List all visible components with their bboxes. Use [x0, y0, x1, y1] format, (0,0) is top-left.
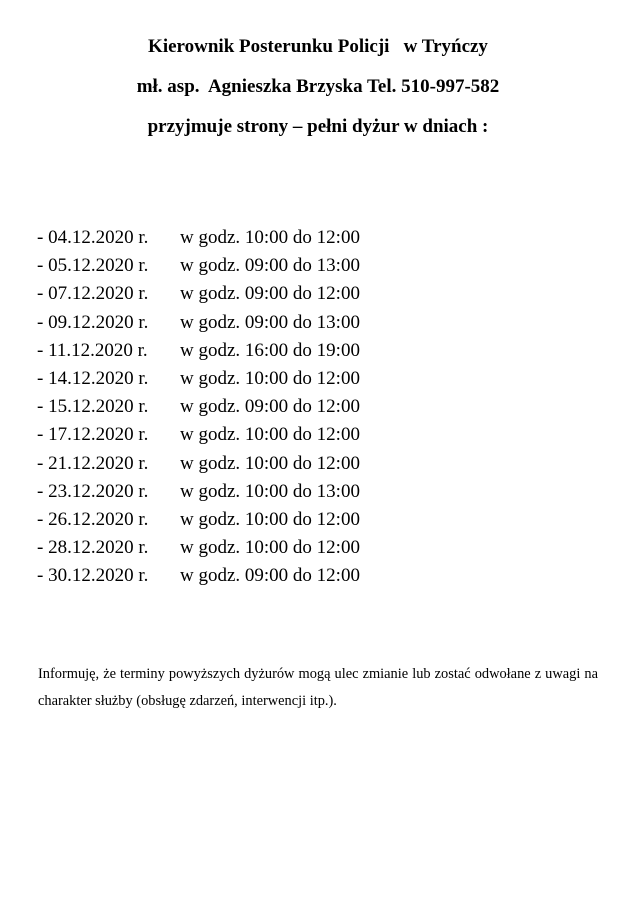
schedule-hours: w godz. 10:00 do 12:00	[180, 537, 360, 559]
schedule-hours: w godz. 09:00 do 12:00	[180, 283, 360, 305]
schedule-row	[37, 506, 597, 534]
schedule-date: - 17.12.2020 r.	[37, 424, 149, 446]
schedule-row	[37, 562, 597, 590]
schedule-hours: w godz. 09:00 do 13:00	[180, 255, 360, 277]
duty-schedule-list	[37, 224, 597, 590]
header-subtitle: przyjmuje strony – pełni dyżur w dniach :	[147, 116, 489, 137]
schedule-row	[37, 224, 597, 252]
schedule-date: - 04.12.2020 r.	[37, 227, 149, 248]
schedule-date: - 09.12.2020 r.	[37, 311, 149, 333]
schedule-date: - 21.12.2020 r.	[37, 452, 149, 474]
schedule-row	[37, 309, 597, 337]
schedule-hours: w godz. 10:00 do 12:00	[180, 508, 360, 530]
schedule-row	[37, 534, 597, 562]
schedule-hours: w godz. 16:00 do 19:00	[180, 339, 360, 361]
schedule-date: - 11.12.2020 r.	[37, 339, 148, 361]
schedule-row	[37, 393, 597, 421]
schedule-hours: w godz. 09:00 do 12:00	[180, 396, 360, 418]
schedule-date: - 30.12.2020 r.	[37, 565, 149, 587]
schedule-date: - 15.12.2020 r.	[37, 396, 149, 418]
schedule-change-notice: Informuję, że terminy powyższych dyżurów mogą ulec zmianie lub zostać odwołane z uwagi na charakter służby (obsługę zdarzeń, interwencji itp.).	[38, 666, 598, 709]
schedule-hours: w godz. 10:00 do 12:00	[180, 227, 360, 248]
schedule-hours: w godz. 10:00 do 12:00	[180, 424, 360, 446]
header-title: Kierownik Posterunku Policji w Tryńczy	[148, 36, 488, 57]
schedule-row	[37, 450, 597, 478]
schedule-date: - 23.12.2020 r.	[37, 480, 149, 502]
schedule-date: - 05.12.2020 r.	[37, 255, 149, 277]
header-officer-contact: mł. asp. Agnieszka Brzyska Tel. 510-997-582	[136, 76, 500, 97]
schedule-row	[37, 365, 597, 393]
document-header	[0, 37, 636, 136]
schedule-row	[37, 337, 597, 365]
schedule-date: - 14.12.2020 r.	[37, 367, 149, 389]
schedule-row	[37, 280, 597, 308]
schedule-date: - 26.12.2020 r.	[37, 508, 149, 530]
schedule-hours: w godz. 10:00 do 12:00	[180, 367, 360, 389]
schedule-hours: w godz. 09:00 do 13:00	[180, 311, 360, 333]
schedule-hours: w godz. 09:00 do 12:00	[180, 565, 360, 587]
schedule-row	[37, 421, 597, 449]
schedule-hours: w godz. 10:00 do 13:00	[180, 480, 360, 502]
schedule-date: - 28.12.2020 r.	[37, 537, 149, 559]
schedule-date: - 07.12.2020 r.	[37, 283, 149, 305]
schedule-row	[37, 252, 597, 280]
schedule-row	[37, 478, 597, 506]
schedule-hours: w godz. 10:00 do 12:00	[180, 452, 360, 474]
